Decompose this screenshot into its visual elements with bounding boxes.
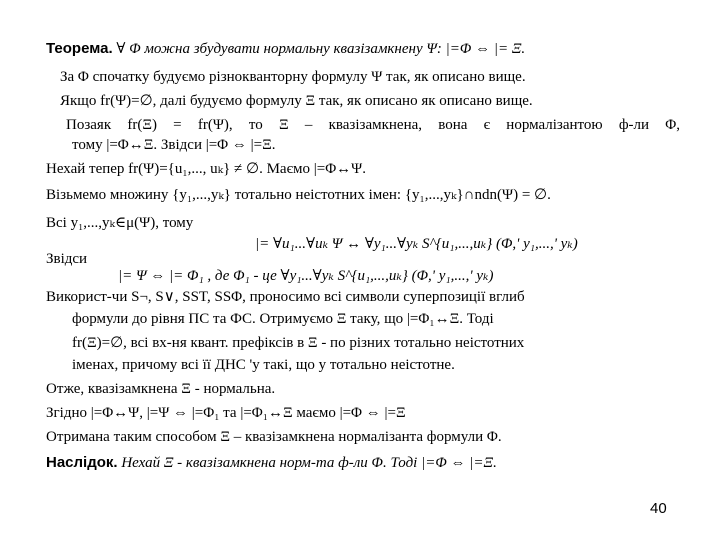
page-number: 40 bbox=[650, 500, 667, 517]
text-line-8c: fr(Ξ)=∅, всі вх-ня квант. префіксів в Ξ - по різних тотально неістотних bbox=[72, 335, 525, 351]
text-line-8d: іменах, причому всі її ДНС 'y такі, що y тотально неістотне. bbox=[72, 357, 455, 373]
text-line-6: Всі y₁,...,yₖ∈μ(Ψ), тому bbox=[46, 215, 194, 231]
text-line-3b: тому |=Φ↔Ξ. Звідси |=Φ ⇔ |=Ξ. bbox=[72, 137, 276, 153]
text-line-9: Отже, квазізамкнена Ξ - нормальна. bbox=[46, 381, 276, 397]
text-line-3: Позаяк fr(Ξ) = fr(Ψ), то Ξ – квазізамкнена, вона є нормалізантою ф-ли Φ, bbox=[66, 117, 680, 133]
text-line-1: За Φ спочатку будуємо різнокванторну формулу Ψ так, як описано вище. bbox=[60, 69, 526, 85]
text-line-8b: формули до рівня ПС та ФС. Отримуємо Ξ таку, що |=Φ₁↔Ξ. Тоді bbox=[72, 311, 494, 327]
theorem-line bbox=[46, 40, 682, 58]
formula-phi1: |= Ψ ⇔ |= Φ₁ , де Φ₁ - це ∀y₁...∀yₖ S^{u₁,...,uₖ} (Φ,' y₁,...,' yₖ) bbox=[118, 268, 494, 284]
theorem-statement: ∀ Φ можна збудувати нормальну квазізамкнену Ψ: |=Φ ⇔ |= Ξ. bbox=[116, 41, 526, 57]
text-line-10: Згідно |=Φ↔Ψ, |=Ψ ⇔ |=Φ₁ та |=Φ₁↔Ξ маємо |=Φ ⇔ |=Ξ bbox=[46, 405, 406, 421]
text-line-8: Використ-чи S¬, S∨, SST, SSΦ, проносимо всі символи суперпозиції вглиб bbox=[46, 289, 525, 305]
text-line-2: Якщо fr(Ψ)=∅, далі будуємо формулу Ξ так, як описано як описано вище. bbox=[60, 93, 533, 109]
corollary-statement: Нехай Ξ - квазізамкнена норм-та ф-ли Φ. Тоді |=Φ ⇔ |=Ξ. bbox=[121, 455, 497, 471]
corollary-line bbox=[46, 454, 682, 472]
theorem-label: Теорема. bbox=[46, 40, 113, 57]
text-line-7: Звідси bbox=[46, 251, 88, 267]
formula-equivalence: |= ∀u₁...∀uₖ Ψ ↔ ∀y₁...∀yₖ S^{u₁,...,uₖ} (Φ,' y₁,...,' yₖ) bbox=[255, 236, 578, 252]
text-line-11: Отримана таким способом Ξ – квазізамкнена нормалізанта формули Φ. bbox=[46, 429, 502, 445]
text-line-5: Візьмемо множину {y₁,...,yₖ} тотально неістотних імен: {y₁,...,yₖ}∩ndn(Ψ) = ∅. bbox=[46, 187, 551, 203]
text-line-4: Нехай тепер fr(Ψ)={u₁,..., uₖ} ≠ ∅. Маємо |=Φ↔Ψ. bbox=[46, 161, 367, 177]
corollary-label: Наслідок. bbox=[46, 454, 118, 471]
